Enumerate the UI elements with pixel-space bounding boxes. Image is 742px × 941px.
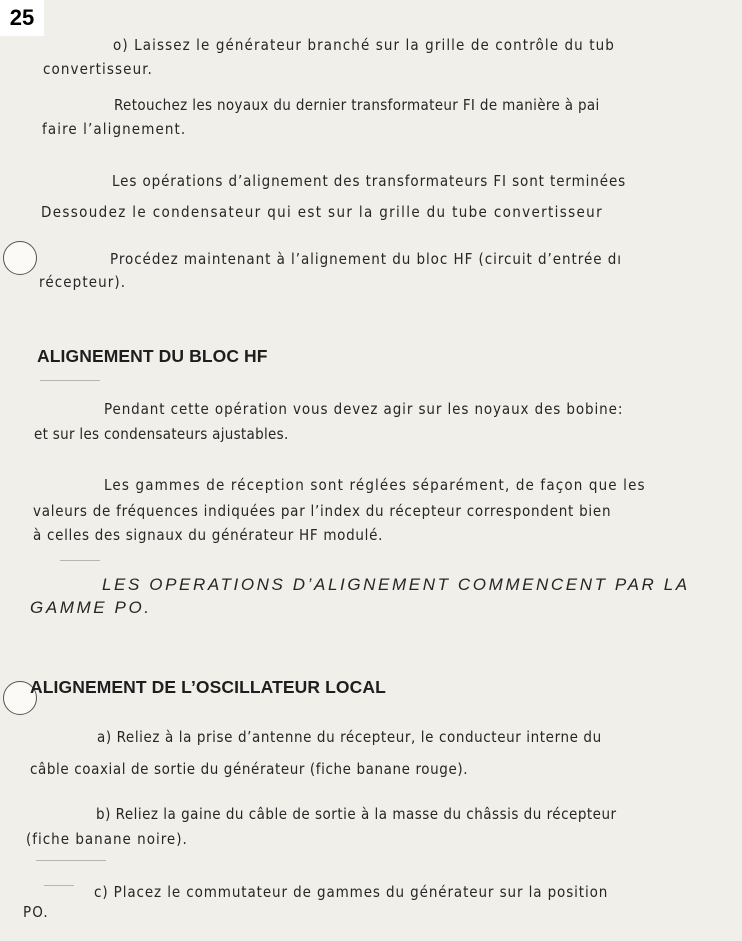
step-a-line-2: câble coaxial de sortie du générateur (fiche banane rouge). — [30, 760, 469, 778]
paragraph-pendant-line-2: et sur les condensateurs ajustables. — [34, 425, 289, 443]
step-c-line-2: PO. — [23, 903, 49, 921]
page-number: 25 — [0, 0, 44, 36]
paragraph-retouchez-line-1: Retouchez les noyaux du dernier transformateur FI de manière à pai — [114, 96, 600, 114]
paragraph-pendant-line-1: Pendant cette opération vous devez agir sur les noyaux des bobine: — [104, 400, 624, 418]
scan-speck — [36, 860, 106, 861]
step-c-line-1: c) Placez le commutateur de gammes du générateur sur la position — [94, 883, 609, 901]
statement-line-1: LES OPERATIONS D’ALIGNEMENT COMMENCENT PAR LA — [102, 575, 690, 594]
statement-line-2: GAMME PO. — [30, 598, 152, 617]
paragraph-gammes-line-1: Les gammes de réception sont réglées séparément, de façon que les — [104, 476, 646, 494]
step-b-line-1: b) Reliez la gaine du câble de sortie à la masse du châssis du récepteur — [96, 805, 617, 823]
paragraph-gammes-line-2: valeurs de fréquences indiquées par l’index du récepteur correspondent bien — [33, 502, 612, 520]
paragraph-o-line-1: o) Laissez le générateur branché sur la grille de contrôle du tub — [113, 36, 615, 54]
paragraph-o-line-2: convertisseur. — [43, 60, 153, 78]
section-heading-oscillateur: ALIGNEMENT DE L’OSCILLATEUR LOCAL — [30, 677, 386, 697]
binder-hole-top — [3, 241, 37, 275]
scan-speck — [44, 885, 74, 886]
scan-speck — [40, 380, 100, 381]
paragraph-procedez-line-1: Procédez maintenant à l’alignement du bloc HF (circuit d’entrée dı — [110, 250, 622, 268]
paragraph-procedez-line-2: récepteur). — [39, 273, 127, 291]
paragraph-gammes-line-3: à celles des signaux du générateur HF modulé. — [33, 526, 384, 544]
step-a-line-1: a) Reliez à la prise d’antenne du récepteur, le conducteur interne du — [97, 728, 602, 746]
scan-speck — [60, 560, 100, 561]
section-heading-bloc-hf: ALIGNEMENT DU BLOC HF — [37, 346, 268, 366]
paragraph-terminees-line-2: Dessoudez le condensateur qui est sur la grille du tube convertisseur — [41, 203, 603, 221]
step-b-line-2: (fiche banane noire). — [26, 830, 188, 848]
paragraph-retouchez-line-2: faire l’alignement. — [42, 120, 187, 138]
paragraph-terminees-line-1: Les opérations d’alignement des transformateurs FI sont terminées — [112, 172, 627, 190]
